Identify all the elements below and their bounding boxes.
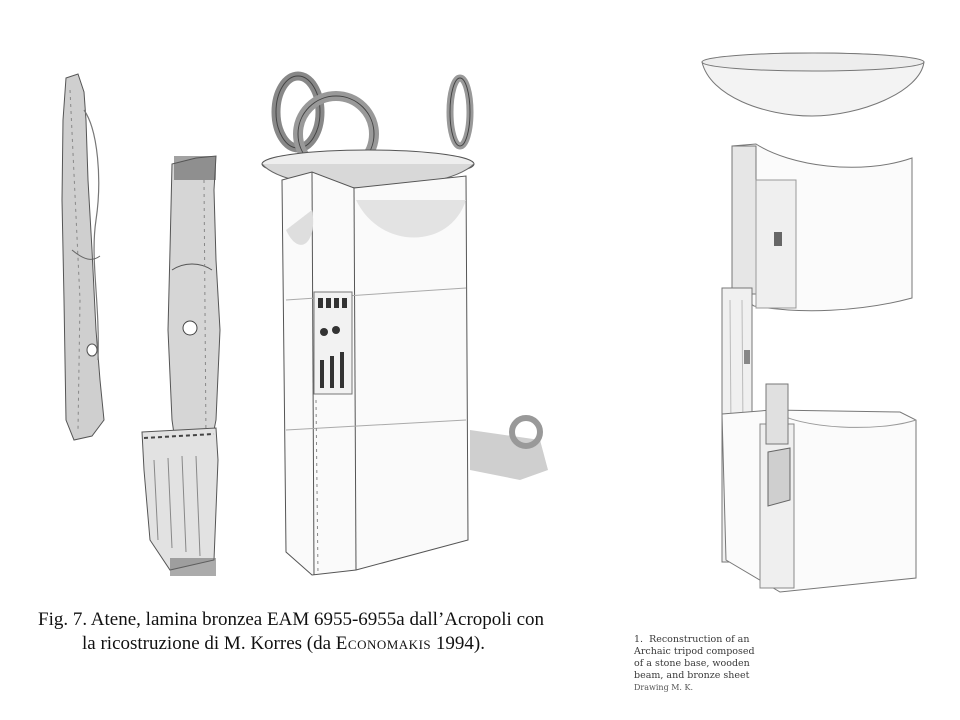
tripod-reconstruction-drawing: [702, 53, 924, 592]
caption-right-line-1: [634, 634, 804, 646]
tripod-reconstruction-korres: [262, 76, 548, 575]
caption-line-2-start: la ricostruzione di M. Korres (da: [82, 633, 336, 654]
drawing-credit: Drawing M. K.: [634, 683, 694, 692]
caption-right-line-2: Archaic tripod composed: [634, 646, 755, 657]
caption-line-2-end: 1994).: [431, 633, 485, 654]
caption-line-2: [38, 632, 598, 656]
bronze-fragment-right: [142, 156, 220, 576]
caption-author-smallcaps: Economakis: [335, 633, 432, 654]
caption-right-line-4: beam, and bronze sheet: [634, 670, 750, 681]
caption-right-line-3: of a stone base, wooden: [634, 658, 750, 669]
figure-caption-italian: [38, 608, 598, 656]
caption-number: 1.: [634, 634, 644, 645]
caption-right-text-1: Reconstruction of an: [649, 634, 750, 645]
caption-line-1: Fig. 7. Atene, lamina bronzea EAM 6955-6955a dall’Acropoli con: [38, 609, 545, 630]
figure-caption-english: [634, 634, 804, 694]
bronze-fragment-left: [62, 74, 104, 440]
